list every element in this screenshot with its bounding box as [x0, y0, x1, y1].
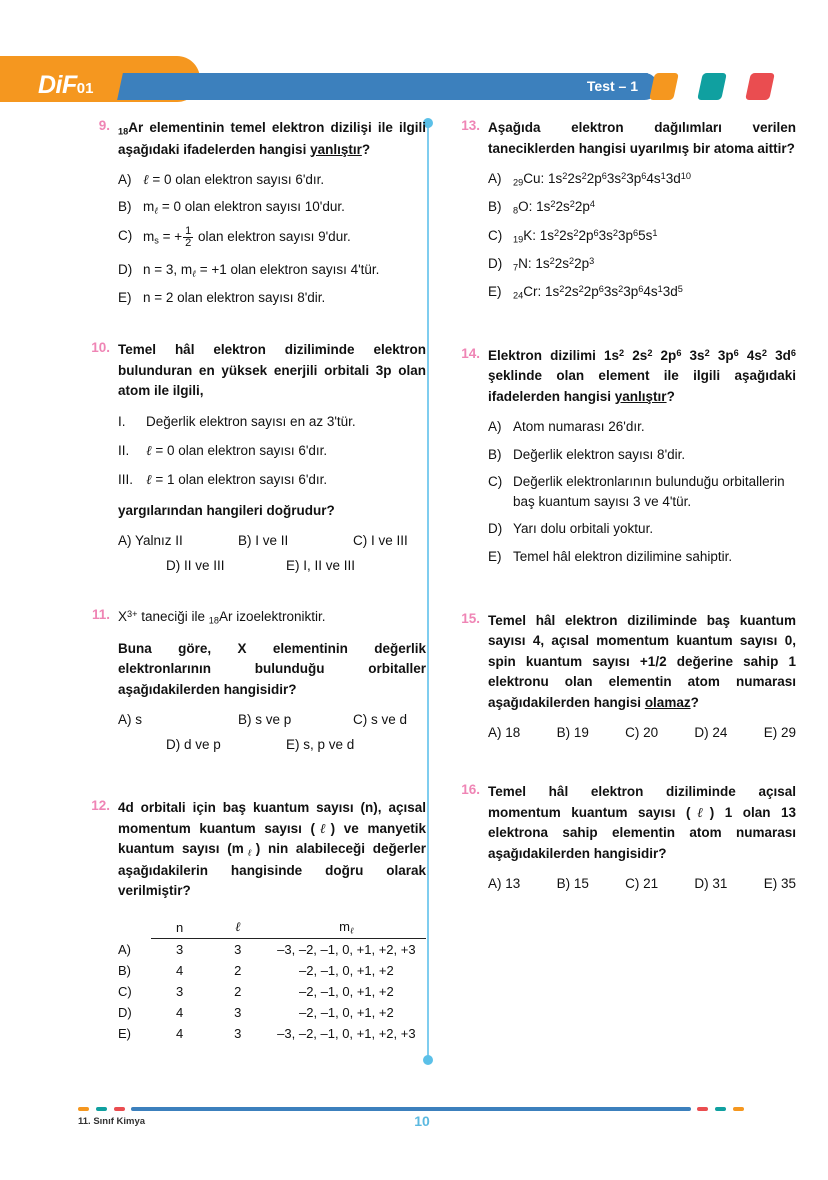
- column-divider: [427, 122, 429, 1060]
- row-n: 4: [175, 963, 184, 979]
- roman-text: ℓ = 1 olan elektron sayısı 6'dır.: [146, 472, 328, 488]
- option-letter: B): [488, 446, 502, 462]
- question-11-options: [118, 712, 426, 752]
- option-item[interactable]: C) 21: [625, 876, 659, 892]
- option-item[interactable]: D) d ve p: [166, 737, 221, 753]
- header-block-orange: [649, 73, 679, 100]
- option-row[interactable]: [488, 472, 796, 513]
- option-row[interactable]: [118, 226, 426, 250]
- footer-dash-orange-left: [78, 1107, 89, 1111]
- row-n: 4: [175, 1005, 184, 1021]
- row-ml: –2, –1, 0, +1, +2: [299, 984, 394, 1000]
- question-13: [448, 118, 796, 304]
- option-row: [118, 712, 426, 727]
- table-row[interactable]: [118, 981, 426, 1002]
- footer-dash-orange-right: [733, 1107, 744, 1111]
- option-text: Değerlik elektronlarının bulunduğu orbitallerin baş kuantum sayısı 3 ve 4'tür.: [513, 473, 785, 510]
- option-item[interactable]: E) 29: [763, 725, 796, 741]
- option-item[interactable]: A) Yalnız II: [118, 533, 183, 549]
- question-9-number: 9.: [98, 118, 110, 133]
- question-10-stem: Temel hâl elektron diziliminde elektron bulunduran en yüksek enerjili orbitali 3p olan atom ile ilgili,: [118, 342, 426, 399]
- table-row[interactable]: [118, 960, 426, 981]
- option-row[interactable]: [488, 282, 796, 303]
- right-column: [448, 118, 796, 917]
- question-14-options: [488, 417, 796, 567]
- option-letter: C): [488, 473, 503, 489]
- option-row[interactable]: [488, 547, 796, 567]
- page-header: [0, 56, 828, 102]
- roman-letter: I.: [118, 413, 126, 429]
- question-10-number: 10.: [91, 340, 110, 356]
- question-15-options: [488, 725, 796, 740]
- roman-text: ℓ = 0 olan elektron sayısı 6'dır.: [146, 443, 328, 459]
- logo-text: [38, 73, 93, 98]
- row-ml: –2, –1, 0, +1, +2: [299, 963, 394, 979]
- option-row[interactable]: [488, 445, 796, 465]
- row-l: 3: [234, 1005, 242, 1021]
- row-letter: C): [118, 984, 132, 1000]
- question-11-substem: Buna göre, X elementinin değerlik elektronlarının bulunduğu orbitaller aşağıdakilerden hangisidir?: [118, 640, 426, 697]
- question-11-number: 11.: [91, 607, 110, 623]
- row-letter: A): [118, 942, 131, 958]
- footer-page-number: 10: [414, 1113, 430, 1129]
- roman-letter: III.: [118, 472, 134, 488]
- option-item[interactable]: C) 20: [625, 725, 659, 741]
- option-text: 7N: $1s^22s^22p^3$: [513, 256, 595, 273]
- roman-item: [118, 441, 426, 461]
- option-row: [118, 737, 426, 752]
- question-14-stem: Elektron dizilimi $1s^2$ $2s^2$ $2p^6$ $3s^2$ $3p^6$ $4s^2$ $3d^6$ şeklinde olan element ile ilgili aşağıdaki ifadelerden hangisi yanlıştır?: [488, 347, 796, 404]
- footer-dash-teal-right: [715, 1107, 726, 1111]
- question-15: [448, 611, 796, 741]
- row-n: 3: [175, 984, 184, 1000]
- option-row[interactable]: [488, 519, 796, 539]
- question-12-table: [118, 916, 426, 1044]
- question-9: [78, 118, 426, 308]
- table-row[interactable]: [118, 939, 426, 961]
- option-letter: A): [488, 171, 502, 187]
- option-text: Temel hâl elektron dizilimine sahiptir.: [513, 548, 733, 564]
- row-l: 2: [234, 984, 242, 1000]
- question-12-number: 12.: [91, 798, 110, 814]
- option-text: $m_\ell = 0$ olan elektron sayısı 10'dur.: [143, 199, 345, 216]
- option-text: 19K: $1s^22s^22p^63s^23p^65s^1$: [513, 227, 658, 245]
- roman-item: [118, 470, 426, 490]
- table-header-blank: [118, 916, 151, 939]
- option-item[interactable]: C) I ve III: [353, 533, 408, 549]
- option-text: Atom numarası 26'dır.: [513, 419, 645, 435]
- option-text: 8O: $1s^22s^22p^4$: [513, 199, 595, 216]
- option-item[interactable]: C) s ve d: [353, 712, 408, 728]
- logo-brand: DiF: [38, 71, 77, 99]
- option-item[interactable]: B) s ve p: [238, 712, 292, 728]
- footer-book-label: 11. Sınıf Kimya: [78, 1116, 146, 1127]
- question-11: [78, 607, 426, 752]
- option-text: n = 2 olan elektron sayısı 8'dir.: [143, 290, 326, 306]
- question-15-stem: Temel hâl elektron diziliminde baş kuantum sayısı 4, açısal momentum kuantum sayısı 0, spin kuantum sayısı +1/2 değerine sahip 1 elektronu olan elementin atom numarası aşağıdakilerden hangisi olamaz?: [488, 612, 796, 710]
- question-10-options: [118, 533, 426, 573]
- footer-dash-red-right: [697, 1107, 708, 1111]
- row-ml: –3, –2, –1, 0, +1, +2, +3: [277, 1026, 416, 1042]
- option-row[interactable]: [488, 197, 796, 218]
- option-letter: A): [488, 419, 502, 435]
- question-10-substem: yargılarından hangileri doğrudur?: [118, 502, 335, 518]
- table-row[interactable]: [118, 1023, 426, 1044]
- row-l: 2: [234, 963, 242, 979]
- question-13-options: [488, 169, 796, 304]
- option-item[interactable]: E) s, p ve d: [286, 737, 355, 753]
- option-item[interactable]: A) 13: [488, 876, 521, 892]
- option-text: 24Cr: $1s^22s^22p^63s^23p^64s^13d^5$: [513, 284, 683, 301]
- question-10: [78, 340, 426, 573]
- option-row[interactable]: [488, 169, 796, 190]
- row-letter: D): [118, 1005, 132, 1021]
- option-letter: D): [488, 256, 503, 272]
- question-12: [78, 798, 426, 1044]
- row-letter: B): [118, 963, 131, 979]
- option-text: Değerlik elektron sayısı 8'dir.: [513, 446, 686, 462]
- option-row[interactable]: [118, 288, 426, 308]
- option-letter: A): [118, 172, 132, 188]
- question-9-stem: $_{18}$Ar elementinin temel elektron dizilişi ile ilgili aşağıdaki ifadelerden hangisi yanlıştır?: [118, 120, 426, 157]
- test-label: Test – 1: [586, 78, 638, 94]
- question-12-stem: 4d orbitali için baş kuantum sayısı (n), açısal momentum kuantum sayısı (ℓ) ve manyetik kuantum sayısı $(m_\ell)$ nin alabileceği değerler aşağıdakilerin hangisinde doğru olarak verilmiştir?: [118, 800, 426, 899]
- question-11-stem: $X^{3+}$ taneciği ile $_{18}$Ar izoelektroniktir.: [118, 609, 326, 626]
- option-letter: B): [488, 199, 502, 215]
- footer-dash-red-left: [114, 1107, 125, 1111]
- question-13-number: 13.: [461, 118, 480, 133]
- question-13-stem: Aşağıda elektron dağılımları verilen taneciklerden hangisi uyarılmış bir atoma aittir?: [488, 120, 796, 156]
- option-letter: D): [118, 261, 133, 277]
- table-header-l: ℓ: [209, 916, 267, 939]
- question-14-number: 14.: [461, 345, 480, 361]
- option-row[interactable]: [488, 254, 796, 275]
- table-header-ml: $m_\ell$: [267, 916, 426, 939]
- question-15-number: 15.: [461, 610, 480, 626]
- question-16-options: [488, 876, 796, 891]
- roman-text: Değerlik elektron sayısı en az 3'tür.: [146, 413, 356, 429]
- option-letter: C): [118, 227, 133, 243]
- logo-number: 01: [76, 80, 94, 97]
- question-14: [448, 346, 796, 567]
- option-item[interactable]: A) s: [118, 712, 143, 728]
- row-ml: –2, –1, 0, +1, +2: [299, 1005, 394, 1021]
- option-item[interactable]: B) 19: [556, 725, 589, 741]
- option-row[interactable]: [488, 417, 796, 437]
- option-letter: B): [118, 199, 132, 215]
- option-letter: E): [488, 284, 502, 300]
- question-10-roman-list: [118, 412, 426, 491]
- option-item[interactable]: E) I, II ve III: [286, 558, 356, 574]
- question-16: [448, 782, 796, 891]
- option-text: $m_s$ = + $\frac{1}{2}$ olan elektron sayısı 9'dur.: [143, 224, 351, 250]
- option-row[interactable]: [488, 226, 796, 247]
- footer-dash-teal-left: [96, 1107, 107, 1111]
- left-column: [78, 118, 426, 1070]
- option-item[interactable]: A) 18: [488, 725, 521, 741]
- table-header-n: n: [151, 916, 209, 939]
- option-letter: C): [488, 227, 503, 243]
- option-row[interactable]: [118, 260, 426, 281]
- question-9-options: [118, 170, 426, 308]
- header-block-teal: [697, 73, 727, 100]
- roman-letter: II.: [118, 443, 130, 459]
- option-item[interactable]: B) 15: [556, 876, 589, 892]
- row-ml: –3, –2, –1, 0, +1, +2, +3: [277, 942, 416, 958]
- option-row[interactable]: [118, 197, 426, 218]
- footer-line: [131, 1107, 691, 1111]
- row-n: 4: [175, 1026, 184, 1042]
- option-letter: D): [488, 521, 503, 537]
- option-item[interactable]: D) II ve III: [166, 558, 225, 574]
- option-item[interactable]: D) 31: [694, 876, 728, 892]
- option-text: 29Cu: $1s^22s^22p^63s^23p^64s^13d^{10}$: [513, 171, 691, 188]
- row-n: 3: [175, 942, 184, 958]
- question-16-stem: Temel hâl elektron diziliminde açısal momentum kuantum sayısı (ℓ) 1 olan 13 elektrona sahip elementin atom numarası aşağıdakilerden hangisidir?: [488, 784, 796, 861]
- option-item[interactable]: D) 24: [694, 725, 728, 741]
- row-l: 3: [234, 942, 242, 958]
- row-letter: E): [118, 1026, 131, 1042]
- option-item[interactable]: B) I ve II: [238, 533, 289, 549]
- question-16-number: 16.: [461, 782, 480, 798]
- option-letter: E): [118, 290, 132, 306]
- option-item[interactable]: E) 35: [763, 876, 796, 892]
- table-header-row: [118, 916, 426, 939]
- option-row[interactable]: [118, 170, 426, 190]
- option-text: ℓ = 0 olan elektron sayısı 6'dır.: [143, 172, 325, 188]
- option-text: n = 3, $m_\ell = +1$ olan elektron sayısı 4'tür.: [143, 261, 380, 279]
- table-row[interactable]: [118, 1002, 426, 1023]
- header-block-red: [745, 73, 775, 100]
- option-row: [118, 558, 426, 573]
- option-letter: E): [488, 548, 502, 564]
- option-row: [118, 533, 426, 548]
- row-l: 3: [234, 1026, 242, 1042]
- roman-item: [118, 412, 426, 432]
- header-blue-bar: [117, 73, 648, 100]
- option-text: Yarı dolu orbitali yoktur.: [513, 521, 654, 537]
